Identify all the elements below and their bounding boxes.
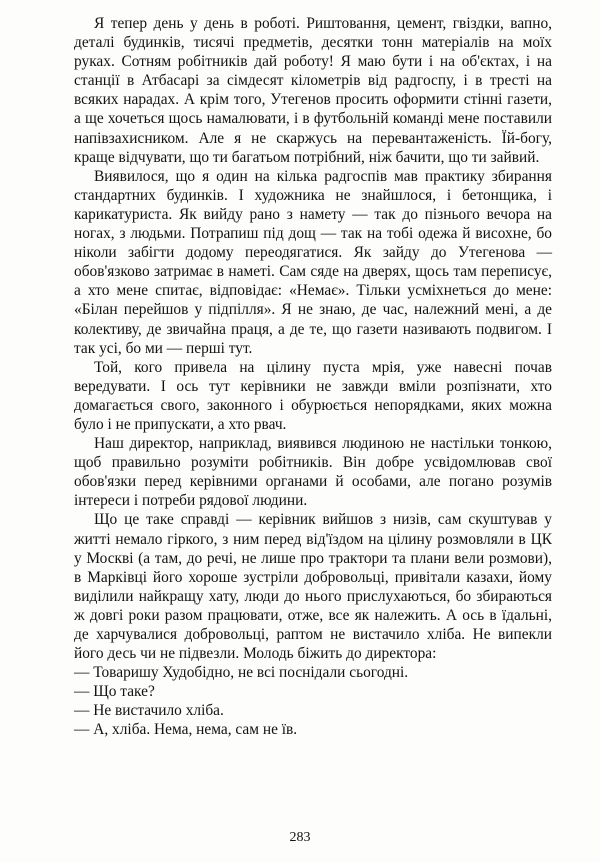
dialog-line: — Не вистачило хліба. <box>74 702 224 720</box>
paragraph: Я тепер день у день в роботі. Риштовання, цемент, гвіздки, вапно, деталі будинків, тисячі предметів, десятки тонн матеріалів на моїх руках. Сотням робітників дай роботу! Я маю бути і на об'єктах, і на станції в Атбасарі за сімдесят кілометрів від радгоспу, і в тресті на всяких нарадах. А крім того, Утегенов просить оформити стінні газети, а ще хочеться щось намалювати, і в футбольній команді мене поставили напівзахисником. Але я не скаржусь на перевантаженість. Їй-богу, краще відчувати, що ти багатьом потрібний, ніж бачити, що ти зайвий. <box>74 15 552 166</box>
paragraph: Той, кого привела на цілину пуста мрія, уже навесні почав вередувати. І ось тут керівники не завжди вміли розпізнати, хто домагається свого, законного і обурюється непорядками, яких можна було і не припускати, а хто рвач. <box>74 358 552 433</box>
paragraph: Виявилося, що я один на кілька радгоспів мав практику збирання стандартних будинків. І художника не знайшлося, і бетонщика, і карикатуриста. Як вийду рано з намету — так до пізнього вечора на ногах, з людьми. Потрапиш під дощ — так на тобі одежа й висохне, бо ніколи забігти додому переодягатися. Як зайду до Утегенова — обов'язково затримає в наметі. Сам сяде на дверях, щось там переписує, а хто мене спитає, відповідає: «Немає». Тільки усміхнеться до мене: «Білан перейшов у підпілля». Я не знаю, де час, належний мені, а де колективу, де звичайна праця, а де те, що газети називають подвигом. І так усі, бо ми — перші тут. <box>74 167 552 357</box>
body-text <box>74 14 552 740</box>
dialog-line: — Товаришу Худобідно, не всі поснідали сьогодні. <box>74 664 409 682</box>
page-number: 283 <box>289 830 311 845</box>
dialog-line: — А, хліба. Нема, нема, сам не їв. <box>74 721 298 739</box>
paragraph: Наш директор, наприклад, виявився людиною не настільки тонкою, щоб правильно розуміти робітників. Він добре усвідомлював свої обов'язки перед керівними органами й особами, але погано розумів інтереси і потреби рядової людини. <box>74 435 552 510</box>
dialog-line: — Що таке? <box>74 683 155 701</box>
paragraph: Що це таке справді — керівник вийшов з низів, сам скуштував у житті немало гіркого, з ним перед від'їздом на цілину розмовляли в ЦК у Москві (а там, до речі, не лише про трактори та плани вели розмови), в Марківці його хороше зустріли добровольці, привітали казахи, йому виділили найкращу хату, люди до нього прислухаються, бо збираються ж довгі роки разом працювати, отже, все як належить. А ось в їдальні, де харчувалися добровольці, раптом не вистачило хліба. Не випекли його десь чи не підвезли. Молодь біжить до директора: <box>74 511 552 663</box>
